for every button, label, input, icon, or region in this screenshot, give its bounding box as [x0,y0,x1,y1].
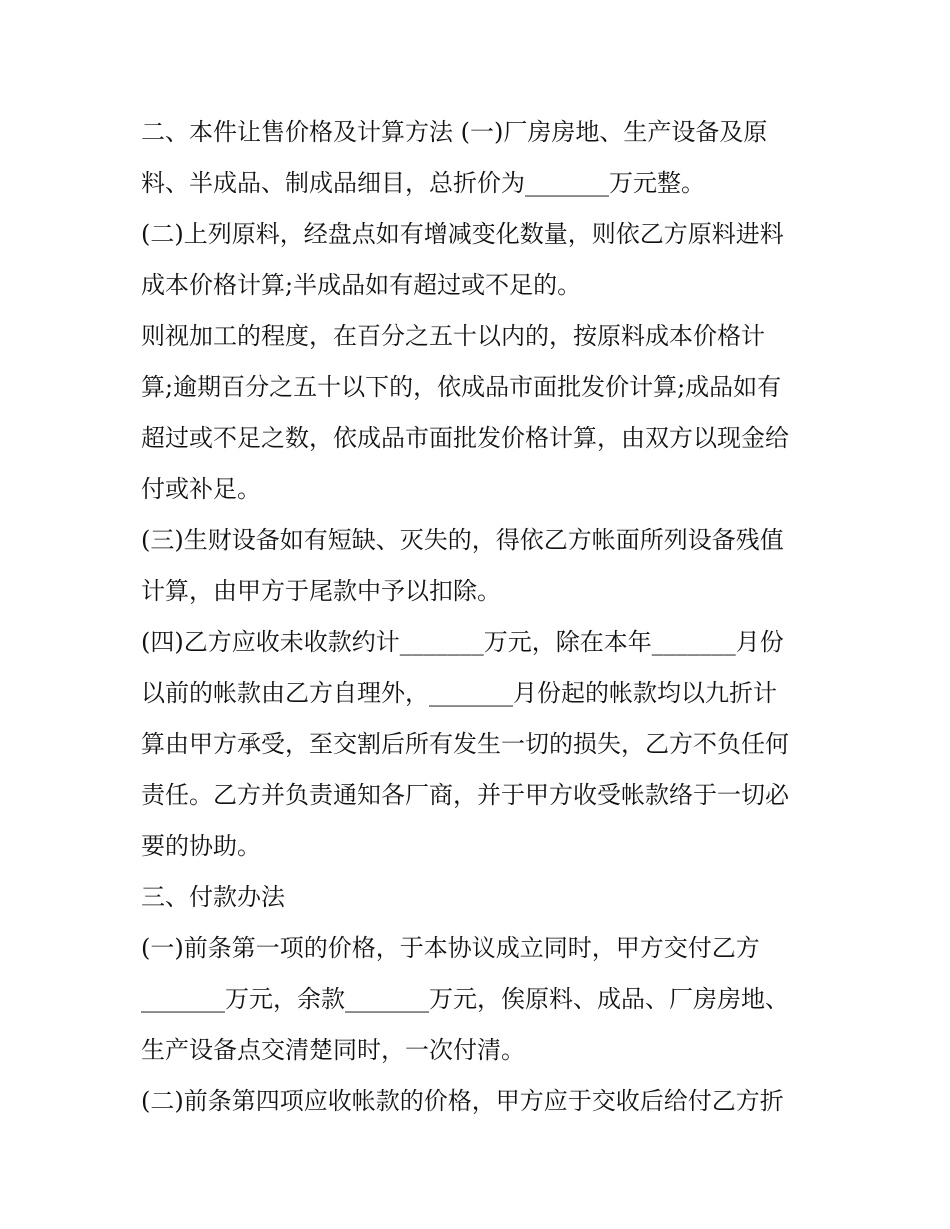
text-line [141,260,813,311]
text-line [141,1076,813,1127]
text-line-content: 超过或不足之数，依成品市面批发价格计算，由双方以现金给 [141,424,789,452]
text-line-content: 责任。乙方并负责通知各厂商，并于甲方收受帐款络于一切必 [141,781,789,809]
text-line-content: 要的协助。 [141,832,261,860]
text-line-content: 算;逾期百分之五十以下的，依成品市面批发价计算;成品如有 [141,373,782,401]
text-line [141,872,813,923]
text-line [141,617,813,668]
text-line [141,362,813,413]
text-line-content: (二)上列原料，经盘点如有增减变化数量，则依乙方原料进料 [141,220,784,248]
text-line [141,668,813,719]
text-line-content: 算由甲方承受，至交割后所有发生一切的损失，乙方不负任何 [141,730,789,758]
text-line-content: _______万元，余款_______万元，俟原料、成品、厂房房地、 [141,985,789,1013]
text-line-content: 以前的帐款由乙方自理外，_______月份起的帐款均以九折计 [141,679,777,707]
text-line [141,770,813,821]
text-line [141,974,813,1025]
text-line-content: 生产设备点交清楚同时，一次付清。 [141,1036,525,1064]
text-line-content: 付或补足。 [141,475,261,503]
text-line [141,566,813,617]
text-line [141,107,813,158]
text-line-content: 计算，由甲方于尾款中予以扣除。 [141,577,501,605]
text-line [141,821,813,872]
text-line [141,515,813,566]
text-line [141,719,813,770]
text-line [141,1025,813,1076]
text-line [141,923,813,974]
text-line-content: (三)生财设备如有短缺、灭失的，得依乙方帐面所列设备残值 [141,526,784,554]
text-line [141,158,813,209]
text-line [141,413,813,464]
text-line-content: 二、本件让售价格及计算方法 (一)厂房房地、生产设备及原 [141,118,768,146]
text-line-content: (二)前条第四项应收帐款的价格，甲方应于交收后给付乙方折 [141,1087,784,1115]
document-body [141,107,813,1127]
text-line [141,311,813,362]
text-line [141,209,813,260]
text-line-content: 则视加工的程度，在百分之五十以内的，按原料成本价格计 [141,322,765,350]
text-line-content: (一)前条第一项的价格，于本协议成立同时，甲方交付乙方 [141,934,760,962]
text-line [141,464,813,515]
text-line-content: (四)乙方应收未收款约计_______万元，除在本年_______月份 [141,628,784,656]
text-line-content: 料、半成品、制成品细目，总折价为_______万元整。 [141,169,705,197]
text-line-content: 成本价格计算;半成品如有超过或不足的。 [141,271,582,299]
text-line-content: 三、付款办法 [141,883,285,911]
